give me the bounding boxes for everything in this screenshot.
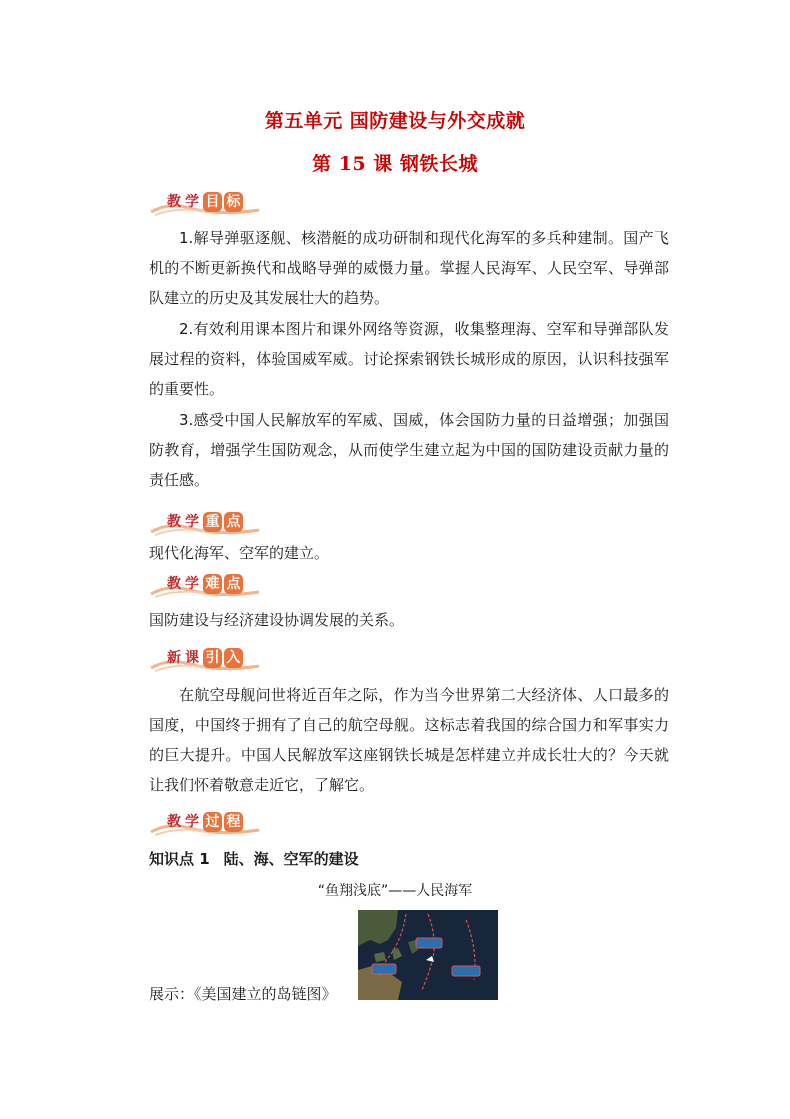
knowledge-point-label: 知识点 1 [149,850,210,868]
tag-char: 教 [167,514,181,530]
tag-char-highlight: 点 [224,574,243,594]
show-label: 展示：《美国建立的岛链图》 [149,985,337,1003]
island-chain-map-image [358,910,498,1000]
tag-char-highlight: 程 [224,812,243,832]
objective-paragraph: 1.解导弹驱逐舰、核潜艇的成功研制和现代化海军的多兵种建制。国产飞机的不断更新换代和战略导弹的威慑力量。掌握人民海军、人民空军、导弹部队建立的历史及其发展壮大的趋势。 [149,229,669,307]
section-tag-key-points [149,508,279,538]
tag-char-highlight: 入 [224,648,243,668]
tag-char-highlight: 标 [224,192,243,212]
key-point-text: 现代化海军、空军的建立。 [149,544,330,562]
tag-char-highlight: 重 [203,512,222,532]
tag-char: 学 [185,194,199,210]
knowledge-point-heading [149,848,373,869]
lesson-title: 第 15 课 钢铁长城 [312,153,478,175]
difficulty-text: 国防建设与经济建设协调发展的关系。 [149,611,405,629]
section-tag-process [149,808,279,838]
section-tag-intro [149,644,279,674]
unit-title: 第五单元 国防建设与外交成就 [264,110,526,132]
tag-char-highlight: 引 [203,648,222,668]
figure-caption: “鱼翔浅底”——人民海军 [317,883,473,899]
tag-char: 教 [167,576,181,592]
tag-char: 学 [185,814,199,830]
tag-char: 教 [167,194,181,210]
objective-paragraph: 2.有效利用课本图片和课外网络等资源，收集整理海、空军和导弹部队发展过程的资料，体验国威军威。讨论探索钢铁长城形成的原因，认识科技强军的重要性。 [149,320,669,398]
tag-char: 学 [185,514,199,530]
knowledge-point-title: 陆、海、空军的建设 [223,850,359,868]
tag-char: 新 [167,650,181,666]
objective-paragraph: 3.感受中国人民解放军的军威、国威，体会国防力量的日益增强；加强国防教育，增强学生国防观念，从而使学生建立起为中国的国防建设贡献力量的责任感。 [149,411,669,489]
tag-char: 教 [167,814,181,830]
section-tag-difficulties [149,570,279,600]
map-illustration [358,910,498,1000]
tag-char-highlight: 难 [203,574,222,594]
tag-char-highlight: 目 [203,192,222,212]
tag-char: 学 [185,576,199,592]
intro-paragraph: 在航空母舰问世将近百年之际，作为当今世界第二大经济体、人口最多的国度，中国终于拥有了自己的航空母舰。这标志着我国的综合国力和军事实力的巨大提升。中国人民解放军这座钢铁长城是怎样建立并成长壮大的？今天就让我们怀着敬意走近它，了解它。 [149,686,669,794]
tag-char: 课 [185,650,199,666]
tag-char-highlight: 点 [224,512,243,532]
tag-char-highlight: 过 [203,812,222,832]
section-tag-objectives [149,188,279,218]
